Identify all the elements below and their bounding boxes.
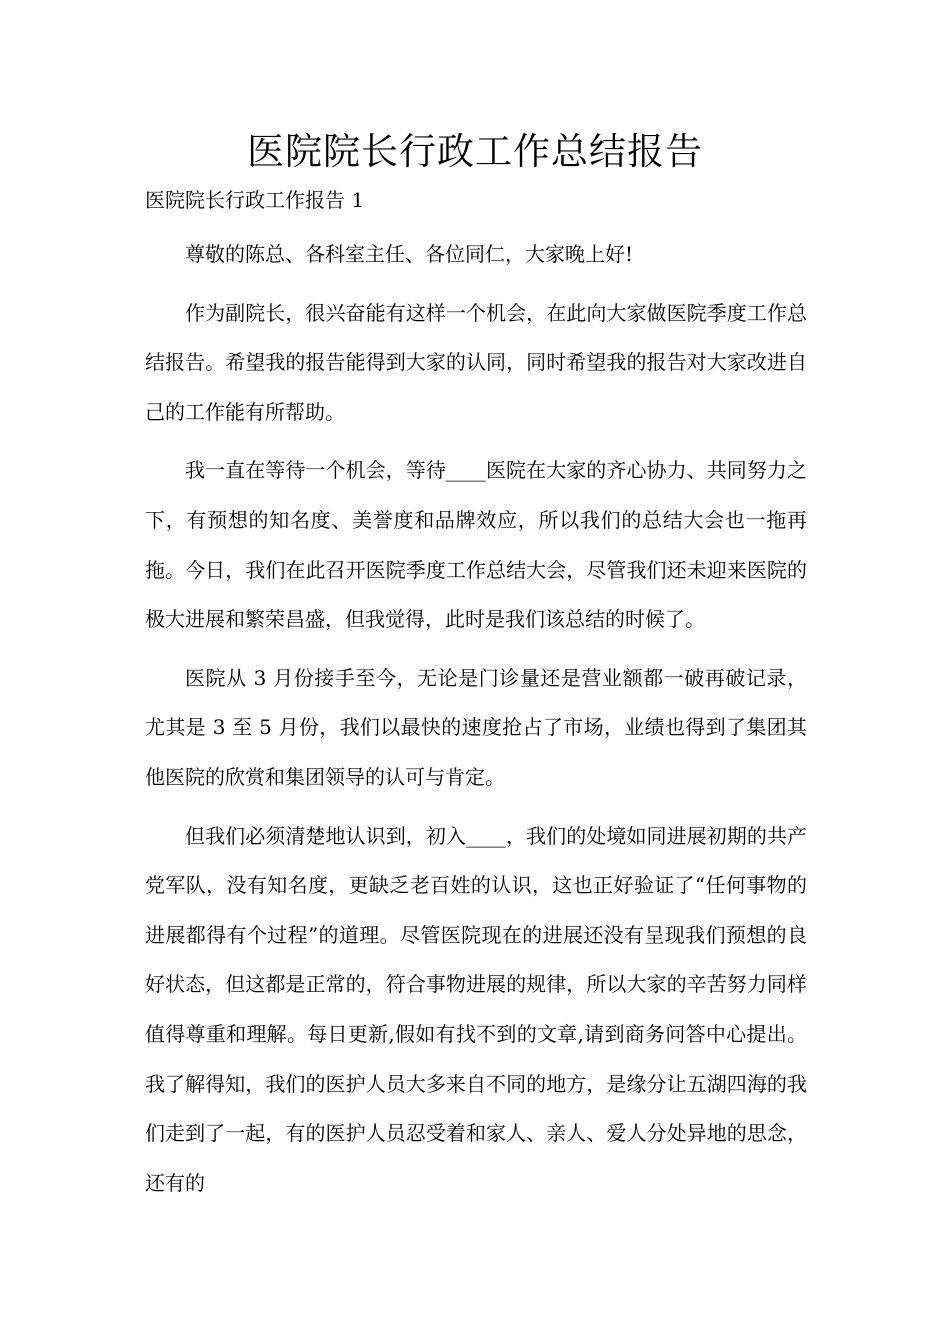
document-subtitle: 医院院长行政工作报告 1 <box>145 188 365 212</box>
document-title: 医院院长行政工作总结报告 <box>247 130 703 173</box>
document-body <box>145 230 807 1217</box>
paragraph-challenges: 但我们必须清楚地认识到，初入____，我们的处境如同进展初期的共产党军队，没有知名度，更缺乏老百姓的认识，这也正好验证了“任何事物的进展都得有个过程”的道理。尽管医院现在的进展还没有呈现我们预想的良好状态，但这都是正常的，符合事物进展的规律，所以大家的辛苦努力同样值得尊重和理解。每日更新,假如有找不到的文章,请到商务问答中心提出。我了解得知，我们的医护人员大多来自不同的地方，是缘分让五湖四海的我们走到了一起，有的医护人员忍受着和家人、亲人、爱人分处异地的思念，还有的 <box>145 823 807 1195</box>
paragraph-waiting: 我一直在等待一个机会，等待____医院在大家的齐心协力、共同努力之下，有预想的知名度、美誉度和品牌效应，所以我们的总结大会也一拖再拖。今日，我们在此召开医院季度工作总结大会，尽管我们还未迎来医院的极大进展和繁荣昌盛，但我觉得，此时是我们该总结的时候了。 <box>145 458 807 632</box>
paragraph-greeting: 尊敬的陈总、各科室主任、各位同仁，大家晚上好! <box>185 242 634 266</box>
paragraph-achievements: 医院从 3 月份接手至今，无论是门诊量还是营业额都一破再破记录，尤其是 3 至 5 月份，我们以最快的速度抢占了市场，业绩也得到了集团其他医院的欣赏和集团领导的认可与肯定。 <box>145 665 807 789</box>
paragraph-introduction: 作为副院长，很兴奋能有这样一个机会，在此向大家做医院季度工作总结报告。希望我的报告能得到大家的认同，同时希望我的报告对大家改进自己的工作能有所帮助。 <box>145 300 807 424</box>
